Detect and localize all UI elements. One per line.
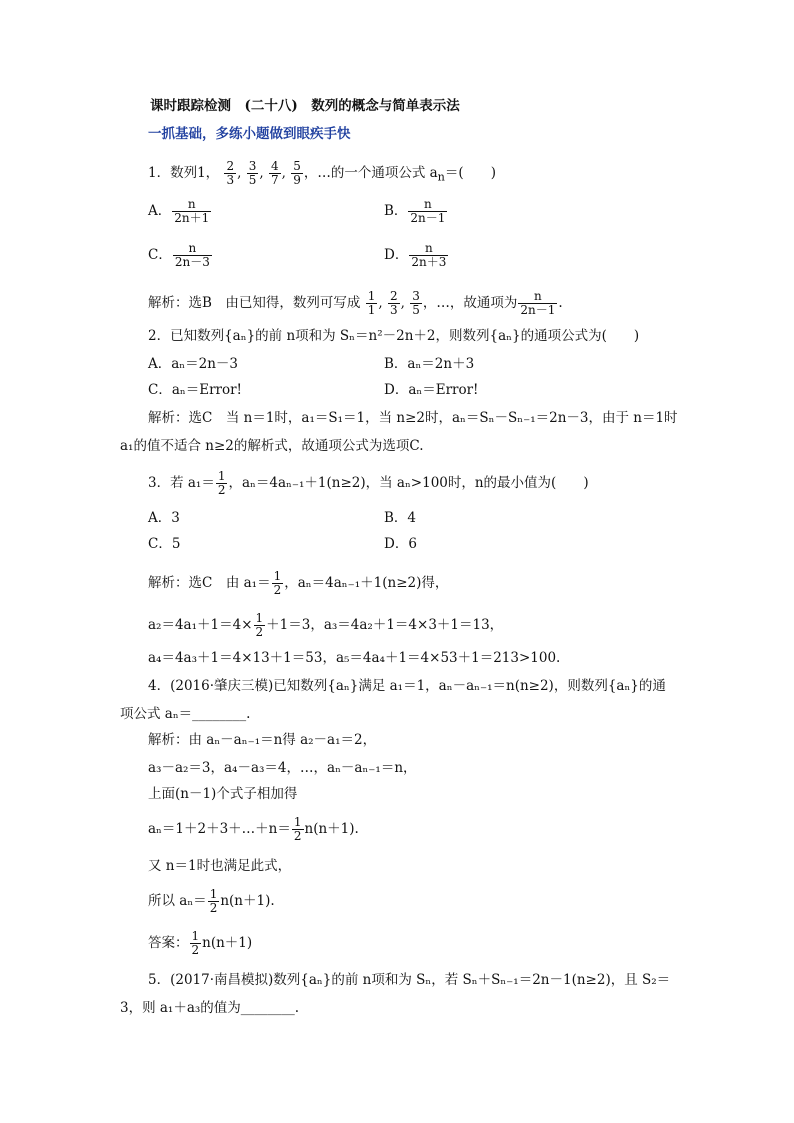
q3-option-a[interactable]: A．3 — [148, 510, 180, 526]
q4-answer: 答案： $\frac{1}{2}$ n(n＋1) — [148, 929, 253, 957]
q1-option-b[interactable]: B． $\frac{n}{2n-1}$ — [384, 197, 446, 225]
q4-analysis-line2: a₃－a₂＝3，a₄－a₃＝4，…，aₙ－aₙ₋₁＝n， — [148, 760, 417, 776]
q5-stem-line2: 3，则 a₁＋a₃的值为________. — [120, 1000, 300, 1016]
q1-option-c[interactable]: C． $\frac{n}{2n-3}$ — [148, 241, 210, 269]
q3-analysis-line1: 解析：选C 由 a₁＝ $\frac{1}{2}$ ，aₙ＝4aₙ₋₁＋1(n≥2)得， — [148, 569, 449, 597]
section-heading: 一抓基础，多练小题做到眼疾手快 — [148, 126, 351, 142]
q1-option-a[interactable]: A． $\frac{n}{2n+1}$ — [148, 197, 210, 225]
q2-option-d[interactable]: D．aₙ＝Error! — [384, 382, 479, 398]
q3-option-d[interactable]: D．6 — [384, 536, 417, 552]
q3-option-c[interactable]: C．5 — [148, 536, 181, 552]
q2-option-a[interactable]: A．aₙ＝2n－3 — [148, 356, 239, 372]
q4-stem-line2: 项公式 aₙ＝________. — [120, 706, 251, 722]
q1-seq-frac-2: $\frac{3}{5}$ — [248, 159, 257, 187]
q3-option-b[interactable]: B．4 — [384, 510, 417, 526]
q4-analysis-line3: 上面(n－1)个式子相加得 — [148, 786, 298, 802]
q4-analysis-line6: 所以 aₙ＝ $\frac{1}{2}$ n(n＋1). — [148, 887, 275, 915]
q4-analysis-line5: 又 n＝1时也满足此式， — [148, 858, 292, 874]
q3-analysis-line3: a₄＝4a₃＋1＝4×13＋1＝53，a₅＝4a₄＋1＝4×53＋1＝213>100. — [148, 650, 561, 666]
q2-stem: 2．已知数列{aₙ}的前 n项和为 Sₙ＝n²－2n＋2，则数列{aₙ}的通项公式为( ) — [148, 328, 640, 344]
q1-seq-frac-3: $\frac{4}{7}$ — [270, 159, 279, 187]
q2-analysis-line1: 解析：选C 当 n＝1时，a₁＝S₁＝1，当 n≥2时，aₙ＝Sₙ－Sₙ₋₁＝2n－3，由于 n＝1时 — [148, 410, 678, 426]
q1-seq-frac-1: $\frac{2}{3}$ — [226, 159, 235, 187]
q1-option-d[interactable]: D． $\frac{n}{2n+3}$ — [384, 241, 447, 269]
q4-analysis-line4: aₙ＝1＋2＋3＋…＋n＝ $\frac{1}{2}$ n(n＋1). — [148, 815, 359, 843]
q3-stem: 3．若 a₁＝ $\frac{1}{2}$ ，aₙ＝4aₙ₋₁＋1(n≥2)，当 aₙ>100时，n的最小值为( ) — [148, 469, 589, 497]
q1-analysis: 解析：选B 由已知得，数列可写成 $\frac{1}{1}$ , $\frac{2}{3}$ , $\frac{3}{5}$ ，…，故通项为 $\frac{n}{2n-1}$ . — [148, 289, 563, 317]
q1-seq-frac-4: $\frac{5}{9}$ — [293, 159, 301, 187]
q1-stem: 1．数列1， $\frac{2}{3}$ , $\frac{3}{5}$ , $\frac{4}{7}$ , $\frac{5}{9}$ ，…的一个通项公式 $a_n=$( ) — [148, 159, 496, 187]
q4-analysis-line1: 解析：由 aₙ－aₙ₋₁＝n得 a₂－a₁＝2， — [148, 732, 377, 748]
q2-analysis-line2: a₁的值不适合 n≥2的解析式，故通项公式为选项C. — [120, 438, 424, 454]
q2-option-c[interactable]: C．aₙ＝Error! — [148, 382, 242, 398]
q3-analysis-line2: a₂＝4a₁＋1＝4× $\frac{1}{2}$ ＋1＝3，a₃＝4a₂＋1＝4×3＋1＝13， — [148, 611, 504, 639]
page-title: 课时跟踪检测 (二十八) 数列的概念与简单表示法 — [150, 98, 460, 114]
q5-stem-line1: 5．(2017·南昌模拟)数列{aₙ}的前 n项和为 Sₙ，若 Sₙ＋Sₙ₋₁＝2n－1(n≥2)，且 S₂＝ — [148, 972, 671, 988]
q2-option-b[interactable]: B．aₙ＝2n＋3 — [384, 356, 475, 372]
q4-stem-line1: 4．(2016·肇庆三模)已知数列{aₙ}满足 a₁＝1，aₙ－aₙ₋₁＝n(n≥2)，则数列{aₙ}的通 — [148, 678, 666, 694]
